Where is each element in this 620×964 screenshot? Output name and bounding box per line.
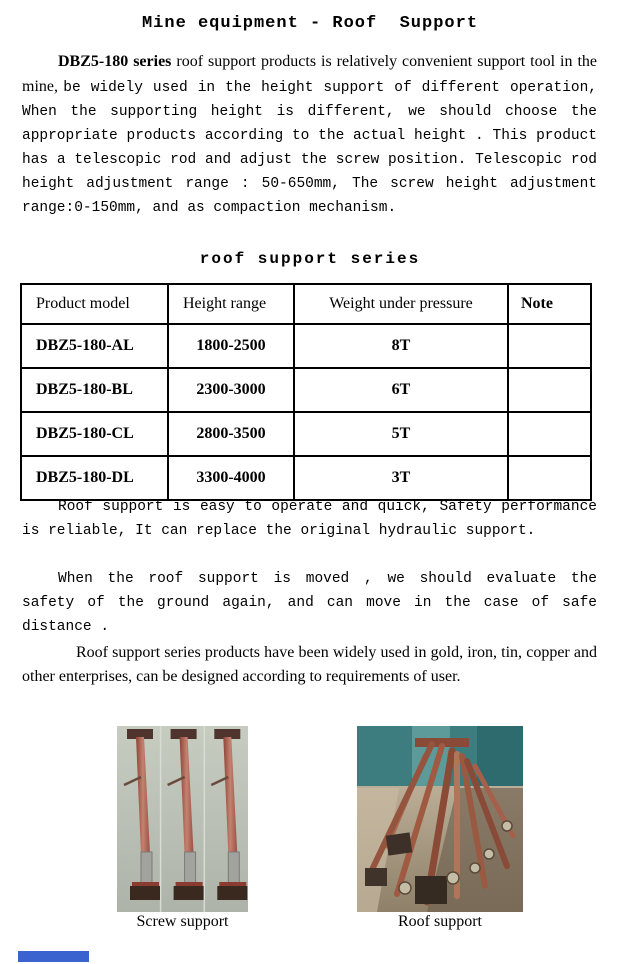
page-title: Mine equipment - Roof Support	[141, 14, 479, 33]
cell-height-range: 2300-3000	[168, 368, 294, 412]
paragraph-move-safety: When the roof support is moved , we should evaluate the safety of the ground again, and can move in the case of safe distance .	[22, 571, 597, 635]
cell-height-range: 3300-4000	[168, 456, 294, 500]
cell-weight: 3T	[294, 456, 508, 500]
paragraph-easy-operate: Roof support is easy to operate and quick, Safety performance is reliable, It can replace the original hydraulic support.	[22, 499, 597, 539]
footer-blue-bar	[18, 951, 89, 962]
col-header-height-range: Height range	[168, 284, 294, 324]
screw-support-image	[117, 726, 248, 912]
cell-note	[508, 368, 591, 412]
cell-model: DBZ5-180-AL	[21, 324, 168, 368]
col-header-note: Note	[508, 284, 591, 324]
cell-weight: 6T	[294, 368, 508, 412]
cell-model: DBZ5-180-CL	[21, 412, 168, 456]
cell-weight: 8T	[294, 324, 508, 368]
product-table	[20, 283, 592, 501]
table-row	[21, 324, 591, 368]
cell-note	[508, 412, 591, 456]
table-heading: roof support series	[199, 250, 421, 268]
screw-support-photo	[117, 726, 248, 931]
table-header-row	[21, 284, 591, 324]
cell-model: DBZ5-180-BL	[21, 368, 168, 412]
table-row	[21, 368, 591, 412]
screw-support-caption: Screw support	[136, 913, 229, 930]
table-row	[21, 456, 591, 500]
col-header-product-model: Product model	[21, 284, 168, 324]
cell-height-range: 1800-2500	[168, 324, 294, 368]
roof-support-image	[357, 726, 523, 912]
series-name-bold: DBZ5-180 series	[58, 53, 172, 70]
cell-note	[508, 324, 591, 368]
paragraph-applications: Roof support series products have been widely used in gold, iron, tin, copper and other enterprises, can be designed according to requirements of user.	[22, 644, 597, 685]
roof-support-photo	[357, 726, 523, 931]
intro-serif-run: roof support products is relatively convenient support tool in the mine,	[22, 53, 598, 95]
roof-support-caption: Roof support	[398, 913, 482, 930]
intro-mono-run: be widely used in the height support of different operation, When the supporting height is different, we should choose the appropriate products according to the actual height . This product has a telescopic rod and adjust the screw position. Telescopic rod height adjustment range : 50-650mm, The screw height adjustment range:0-150mm, and as compaction mechanism.	[22, 80, 597, 216]
cell-model: DBZ5-180-DL	[21, 456, 168, 500]
cell-height-range: 2800-3500	[168, 412, 294, 456]
cell-weight: 5T	[294, 412, 508, 456]
cell-note	[508, 456, 591, 500]
intro-paragraph	[22, 50, 597, 220]
table-row	[21, 412, 591, 456]
col-header-weight: Weight under pressure	[294, 284, 508, 324]
